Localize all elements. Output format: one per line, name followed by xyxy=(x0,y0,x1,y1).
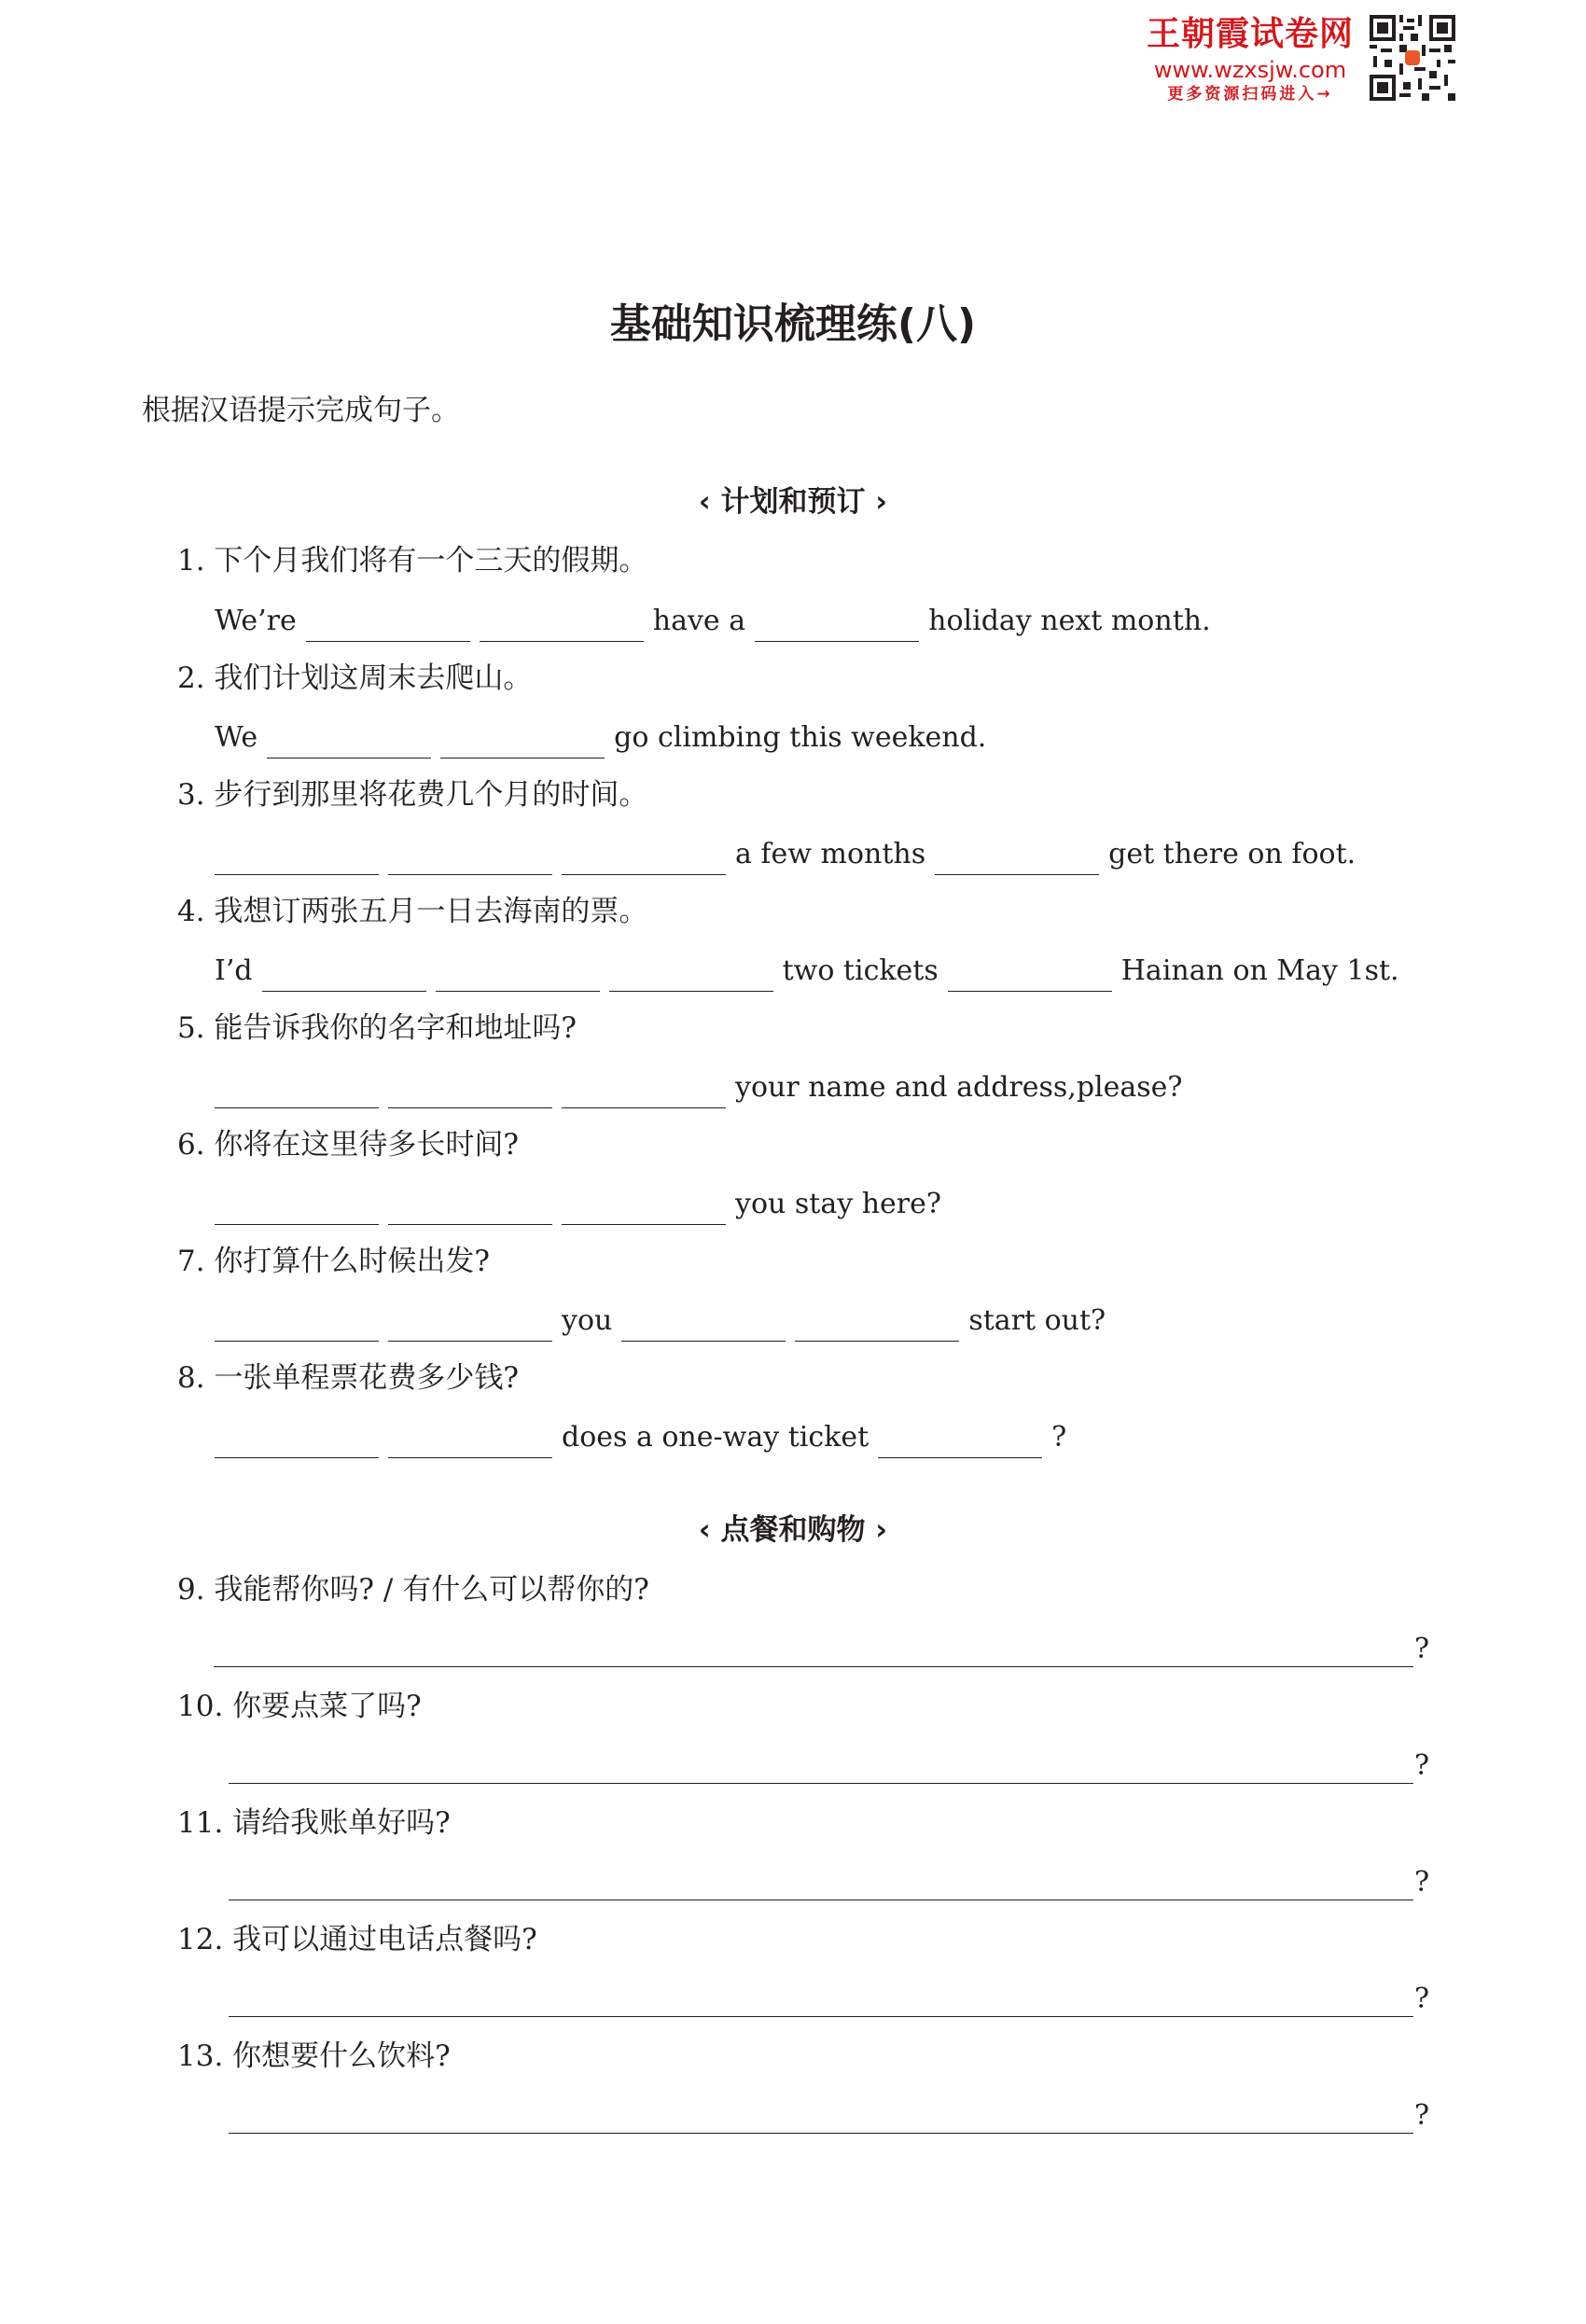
section-heading: ‹ 点餐和购物 › xyxy=(698,1513,888,1547)
answer-text: you xyxy=(562,1304,613,1337)
answer-line xyxy=(210,1067,1188,1108)
watermark-brand: 王朝霞试卷网 xyxy=(1146,15,1354,53)
question-mark: ? xyxy=(1414,1633,1430,1665)
question-prompt: 6. 你将在这里待多长时间? xyxy=(177,1128,520,1162)
blank-field[interactable] xyxy=(621,1309,786,1342)
blank-field[interactable] xyxy=(436,959,600,992)
answer-blank-long[interactable] xyxy=(229,1983,1413,2017)
answer-line xyxy=(210,717,991,758)
blank-field[interactable] xyxy=(267,726,431,758)
question-prompt: 3. 步行到那里将花费几个月的时间。 xyxy=(177,778,648,812)
blank-field[interactable] xyxy=(215,1426,379,1458)
question-mark: ? xyxy=(1414,1983,1430,2015)
instruction: 根据汉语提示完成句子。 xyxy=(142,394,460,427)
answer-text: go climbing this weekend. xyxy=(614,721,987,754)
blank-field[interactable] xyxy=(935,842,1099,875)
answer-text: Hainan on May 1st. xyxy=(1120,954,1399,987)
blank-field[interactable] xyxy=(215,1076,379,1108)
question-mark: ? xyxy=(1414,1866,1430,1899)
blank-field[interactable] xyxy=(562,842,726,875)
answer-line xyxy=(210,951,1404,992)
answer-text: We’re xyxy=(215,605,297,637)
answer-blank-long[interactable] xyxy=(229,1749,1413,1784)
question-prompt: 5. 能告诉我你的名字和地址吗? xyxy=(177,1011,577,1045)
blank-field[interactable] xyxy=(878,1426,1042,1458)
blank-field[interactable] xyxy=(609,959,773,992)
answer-text: your name and address,please? xyxy=(735,1071,1183,1104)
answer-text: start out? xyxy=(968,1304,1106,1337)
answer-line xyxy=(210,1184,946,1225)
blank-field[interactable] xyxy=(440,726,605,758)
answer-text: I’d xyxy=(215,954,253,987)
watermark-url: www.wzxsjw.com xyxy=(1153,57,1347,83)
blank-field[interactable] xyxy=(262,959,426,992)
answer-line xyxy=(210,1301,1110,1342)
answer-text: We xyxy=(215,721,258,754)
blank-field[interactable] xyxy=(755,609,919,642)
answer-text: get there on foot. xyxy=(1108,838,1356,870)
watermark xyxy=(1136,13,1364,104)
blank-field[interactable] xyxy=(215,1192,379,1225)
question-mark: ? xyxy=(1414,1749,1430,1782)
blank-field[interactable] xyxy=(388,1076,552,1108)
blank-field[interactable] xyxy=(480,609,644,642)
qr-code-icon xyxy=(1370,15,1455,101)
answer-text: have a xyxy=(652,605,746,637)
answer-text: holiday next month. xyxy=(928,605,1211,637)
question-prompt: 11. 请给我账单好吗? xyxy=(177,1806,451,1840)
question-prompt: 2. 我们计划这周末去爬山。 xyxy=(177,661,533,695)
page-title: 基础知识梳理练(八) xyxy=(609,300,977,348)
section-heading: ‹ 计划和预订 › xyxy=(698,485,888,519)
question-prompt: 9. 我能帮你吗? / 有什么可以帮你的? xyxy=(177,1573,649,1607)
blank-field[interactable] xyxy=(562,1192,726,1225)
blank-field[interactable] xyxy=(215,1309,379,1342)
answer-text: two tickets xyxy=(782,954,939,987)
question-mark: ? xyxy=(1414,2099,1430,2132)
answer-blank-long[interactable] xyxy=(229,1866,1413,1900)
watermark-slogan: 更多资源扫码进入→ xyxy=(1167,85,1333,104)
answer-line xyxy=(210,601,1216,642)
question-prompt: 12. 我可以通过电话点餐吗? xyxy=(177,1923,537,1956)
blank-field[interactable] xyxy=(215,842,379,875)
answer-line xyxy=(210,1417,1071,1458)
blank-field[interactable] xyxy=(388,1309,552,1342)
blank-field[interactable] xyxy=(562,1076,726,1108)
answer-blank-long[interactable] xyxy=(214,1633,1413,1667)
question-prompt: 13. 你想要什么饮料? xyxy=(177,2039,451,2073)
blank-field[interactable] xyxy=(388,842,552,875)
blank-field[interactable] xyxy=(388,1192,552,1225)
question-prompt: 1. 下个月我们将有一个三天的假期。 xyxy=(177,544,648,578)
question-prompt: 7. 你打算什么时候出发? xyxy=(177,1245,491,1278)
question-prompt: 4. 我想订两张五月一日去海南的票。 xyxy=(177,895,648,928)
blank-field[interactable] xyxy=(948,959,1112,992)
answer-text: a few months xyxy=(735,838,926,870)
answer-text: ? xyxy=(1051,1421,1067,1454)
answer-text: you stay here? xyxy=(735,1188,941,1220)
answer-text: does a one-way ticket xyxy=(562,1421,870,1454)
question-prompt: 10. 你要点菜了吗? xyxy=(177,1690,422,1723)
answer-blank-long[interactable] xyxy=(229,2099,1413,2134)
answer-line xyxy=(210,834,1360,875)
blank-field[interactable] xyxy=(388,1426,552,1458)
blank-field[interactable] xyxy=(306,609,470,642)
question-prompt: 8. 一张单程票花费多少钱? xyxy=(177,1361,520,1395)
blank-field[interactable] xyxy=(795,1309,959,1342)
